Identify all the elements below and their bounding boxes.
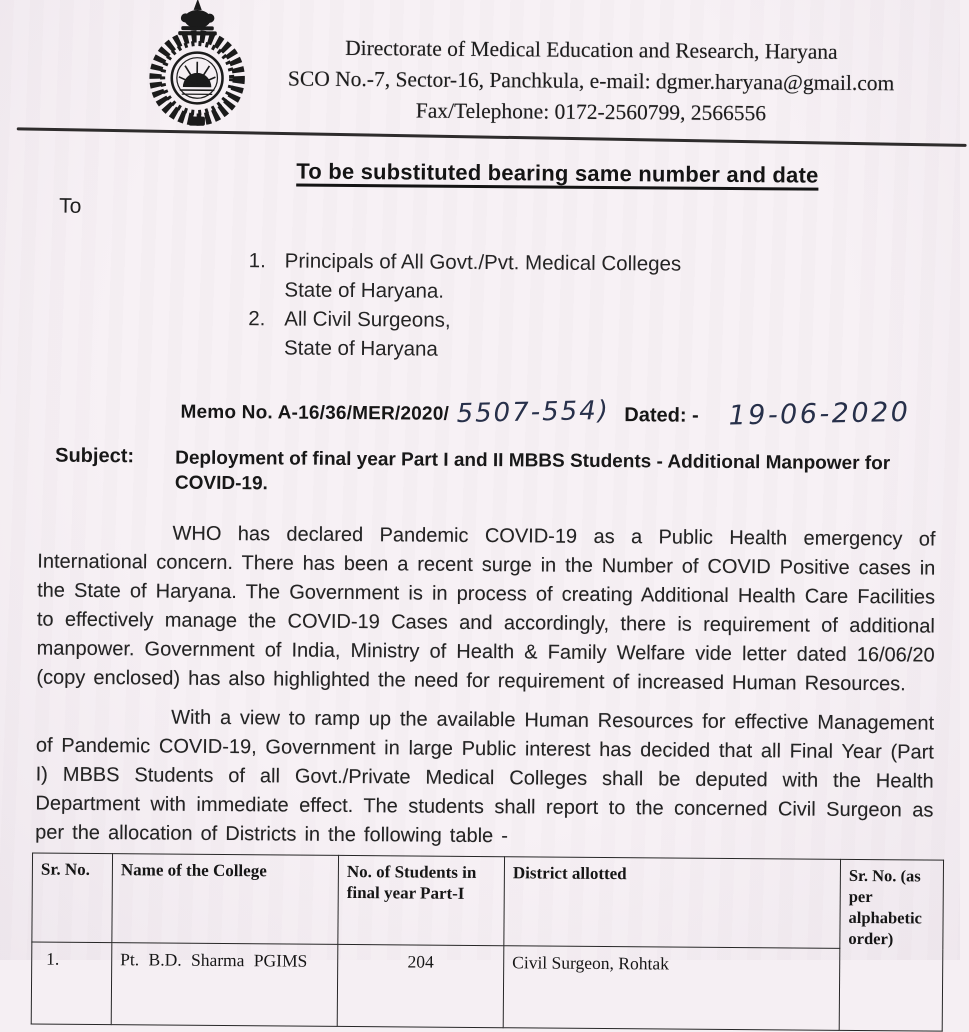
header-college-name: Name of the College bbox=[112, 854, 339, 945]
header-district-allotted: District allotted bbox=[504, 857, 841, 949]
org-address: SCO No.-7, Sector-16, Panchkula, e-mail: dgmer.haryana@gmail.com bbox=[255, 63, 927, 99]
cell-sr-no: 1. bbox=[31, 942, 112, 1025]
addressee-number: 1. bbox=[249, 246, 273, 275]
memo-number-handwritten: 5507-554) bbox=[457, 396, 611, 429]
subject-label: Subject: bbox=[55, 445, 175, 496]
org-name: Directorate of Medical Education and Research, Haryana bbox=[255, 32, 927, 68]
addressee-subtext: State of Haryana. bbox=[284, 275, 681, 307]
body-paragraph-2: With a view to ramp up the available Human Resources for effective Management of Pandemic COVID-19, Government in large Public interest has decided that all Final Year (Part I) MBBS Students of all Govt./Private Medical Colleges shall be deputed with the Health Department with immediate effect. The students shall report to the concerned Civil Surgeon as per the allocation of Districts in the following table - bbox=[35, 703, 934, 855]
table-row bbox=[31, 942, 943, 1031]
org-fax: Fax/Telephone: 0172-2560799, 2566556 bbox=[255, 94, 927, 130]
addressee-item-1 bbox=[249, 246, 682, 278]
header-alphabetic-sr-no: Sr. No. (as per alphabetic order) bbox=[840, 859, 944, 949]
cell-student-count: 204 bbox=[337, 944, 504, 1027]
salutation-to: To bbox=[59, 195, 81, 219]
haryana-state-emblem-logo bbox=[131, 0, 264, 130]
cell-alphabetic-sr bbox=[839, 948, 943, 1031]
addressee-text: Principals of All Govt./Pvt. Medical Colleges bbox=[285, 246, 682, 278]
allocation-table bbox=[31, 852, 944, 1031]
memo-number-label: Memo No. A-16/36/MER/2020/ bbox=[180, 402, 449, 426]
header-sr-no: Sr. No. bbox=[32, 853, 113, 943]
dated-label: Dated: - bbox=[624, 404, 699, 428]
addressee-item-2 bbox=[248, 304, 681, 336]
letterhead bbox=[255, 32, 928, 130]
memo-line bbox=[180, 394, 950, 431]
table-header-row bbox=[32, 853, 944, 949]
header-student-count: No. of Students in final year Part-I bbox=[338, 855, 505, 945]
body-paragraph-1: WHO has declared Pandemic COVID-19 as a Public Health emergency of International concern. There has been a recent surge in the Number of COVID Positive cases in the State of Haryana. The Government is in process of creating Additional Health Care Facilities to effectively manage the COVID-19 Cases and accordingly, there is requirement of additional manpower. Government of India, Ministry of Health & Family Welfare vide letter dated 16/06/20 (copy enclosed) has also highlighted the need for requirement of increased Human Resources. bbox=[36, 519, 935, 700]
letterhead-divider-line bbox=[17, 127, 967, 147]
cell-college-name: Pt. B.D. Sharma PGIMS bbox=[111, 943, 338, 1027]
subject-text: Deployment of final year Part I and II MBBS Students - Additional Manpower for COVID-19. bbox=[175, 446, 935, 502]
substitution-notice-heading: To be substituted bearing same number and date bbox=[147, 157, 967, 189]
addressee-list bbox=[248, 246, 681, 365]
cell-district: Civil Surgeon, Rohtak bbox=[503, 946, 840, 1031]
addressee-subtext: State of Haryana bbox=[284, 333, 681, 365]
memo-date-handwritten: 19-06-2020 bbox=[729, 397, 912, 432]
addressee-number: 2. bbox=[248, 304, 272, 333]
addressee-text: All Civil Surgeons, bbox=[284, 304, 451, 334]
subject-row bbox=[55, 445, 935, 502]
